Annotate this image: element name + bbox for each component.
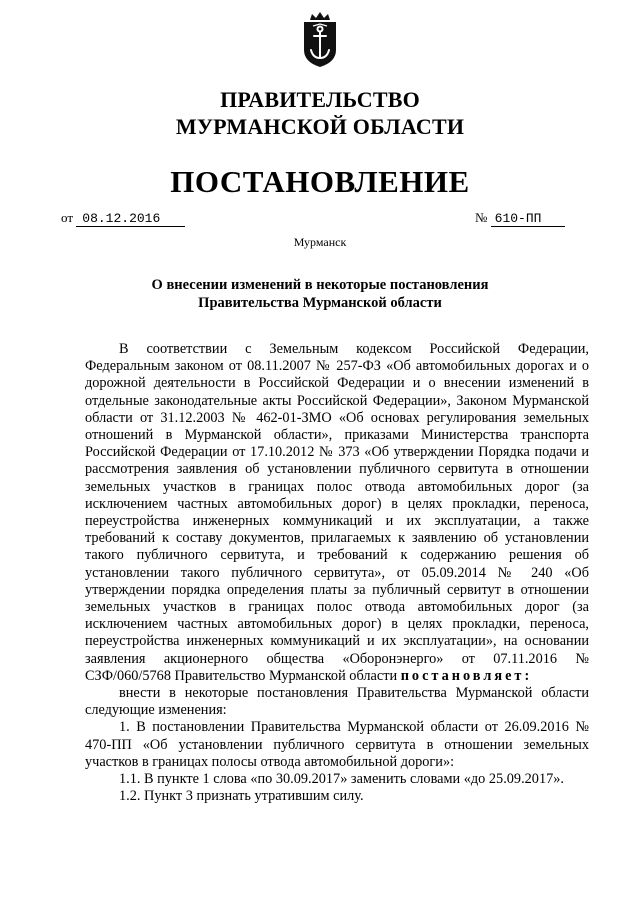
- coat-of-arms-icon: [300, 12, 340, 68]
- preamble-paragraph: [85, 341, 589, 685]
- document-type: ПОСТАНОВЛЕНИЕ: [170, 164, 470, 199]
- item-1-2: 1.2. Пункт 3 признать утратившим силу.: [119, 788, 364, 805]
- date-prefix: от: [61, 210, 74, 225]
- organization-line-1: ПРАВИТЕЛЬСТВО: [220, 87, 420, 112]
- document-subject: [0, 276, 640, 312]
- document-body: [85, 341, 589, 805]
- organization-line-2: МУРМАНСКОЙ ОБЛАСТИ: [175, 114, 465, 139]
- item-1-1: 1.1. В пункте 1 слова «по 30.09.2017» заменить словами «до 25.09.2017».: [119, 771, 564, 788]
- number-prefix: №: [475, 210, 488, 225]
- date-row: [61, 210, 185, 227]
- organization-title: [0, 86, 640, 140]
- decree-word: постановляет:: [400, 667, 533, 684]
- intro-paragraph: внести в некоторые постановления Правительства Мурманской области следующие изменения:: [85, 685, 589, 719]
- number-value: 610-ПП: [491, 212, 565, 227]
- date-value: 08.12.2016: [76, 212, 185, 227]
- subject-line-1: О внесении изменений в некоторые постановления: [151, 277, 489, 293]
- preamble-text: В соответствии с Земельным кодексом Российской Федерации, Федеральным законом от 08.11.2007 № 257-ФЗ «Об автомобильных дорогах и о дорожной деятельности в Российской Федерации и о внесении изменений в отдельные законодательные акты Российской Федерации», Законом Мурманской области от 31.12.2003 № 462-01-ЗМО «Об основах регулирования земельных отношений в Мурманской области», приказами Министерства транспорта Российской Федерации от 17.10.2012 № 373 «Об утверждении Порядка подачи и рассмотрения заявления об установлении публичного сервитута в отношении земельных участков в границах полос отвода автомобильных дорог (за исключением частных автомобильных дорог) в целях прокладки, переноса, переустройства инженерных коммуникаций и их эксплуатации, а также требований к составу документов, прилагаемых к заявлению об установлении такого публичного сервитута, и требований к содержанию решения об установлении такого публичного сервитута», от 05.09.2014 № 240 «Об утверждении порядка определения платы за публичный сервитут в отношении земельных участков в границах полос отвода автомобильных дорог (за исключением частных автомобильных дорог) в целях прокладки, переноса, переустройства инженерных коммуникаций и их эксплуатации», на основании заявления акционерного общества «Оборонэнерго» от 07.11.2016 № СЗФ/060/5768 Правительство Мурманской области: [85, 341, 589, 684]
- number-row: [475, 210, 565, 227]
- city: Мурманск: [293, 235, 347, 249]
- item-1: 1. В постановлении Правительства Мурманской области от 26.09.2016 № 470-ПП «Об установлении публичного сервитута в отношении земельных участков в границах полосы отвода автомобильной дороги»:: [85, 719, 589, 770]
- subject-line-2: Правительства Мурманской области: [198, 295, 442, 311]
